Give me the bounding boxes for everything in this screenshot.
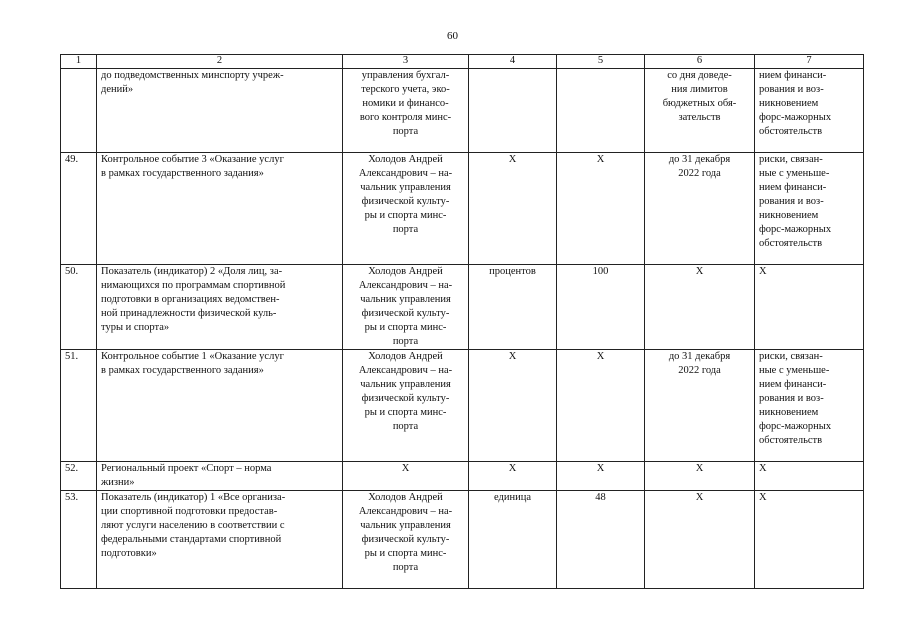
row-number-cell: 52. (61, 462, 97, 491)
header-cell-2: 2 (97, 55, 343, 69)
deadline-cell: X (645, 462, 755, 491)
risk-cell: X (755, 491, 864, 589)
risk-cell: риски, связан- ные с уменьше- нием финанси- рования и воз- никновением форс-мажорных обстоятельств (755, 350, 864, 462)
unit-cell: единица (469, 491, 557, 589)
page-number: 60 (447, 30, 458, 42)
risk-cell: нием финанси- рования и воз- никновением форс-мажорных обстоятельств (755, 69, 864, 153)
name-cell: Контрольное событие 1 «Оказание услуг в рамках государственного задания» (97, 350, 343, 462)
header-cell-7: 7 (755, 55, 864, 69)
header-cell-5: 5 (557, 55, 645, 69)
deadline-cell: со дня доведе- ния лимитов бюджетных обя- зательств (645, 69, 755, 153)
header-row (61, 55, 864, 69)
unit-cell: процентов (469, 265, 557, 350)
name-cell: Показатель (индикатор) 1 «Все организа- ции спортивной подготовки предостав- ляют услуги населению в соответствии с федеральными стандартами спортивной подготовки» (97, 491, 343, 589)
unit-cell (469, 69, 557, 153)
deadline-cell: до 31 декабря 2022 года (645, 350, 755, 462)
value-cell (557, 69, 645, 153)
row-number-cell: 50. (61, 265, 97, 350)
document-table (60, 54, 864, 589)
name-cell: Региональный проект «Спорт – норма жизни» (97, 462, 343, 491)
row-number-cell: 51. (61, 350, 97, 462)
unit-cell: X (469, 153, 557, 265)
table-row (61, 491, 864, 589)
value-cell: X (557, 462, 645, 491)
value-cell: 48 (557, 491, 645, 589)
table-row (61, 69, 864, 153)
responsible-cell: X (343, 462, 469, 491)
row-number-cell: 49. (61, 153, 97, 265)
name-cell: Контрольное событие 3 «Оказание услуг в рамках государственного задания» (97, 153, 343, 265)
table-row (61, 265, 864, 350)
value-cell: X (557, 153, 645, 265)
responsible-cell: управления бухгал- терского учета, эко- номики и финансо- вого контроля минс- порта (343, 69, 469, 153)
risk-cell: X (755, 462, 864, 491)
header-cell-1: 1 (61, 55, 97, 69)
value-cell: X (557, 350, 645, 462)
deadline-cell: X (645, 491, 755, 589)
responsible-cell: Холодов Андрей Александрович – на- чальник управления физической культу- ры и спорта минс- порта (343, 265, 469, 350)
name-cell: до подведомственных минспорту учреж- дений» (97, 69, 343, 153)
deadline-cell: до 31 декабря 2022 года (645, 153, 755, 265)
row-number-cell: 53. (61, 491, 97, 589)
risk-cell: X (755, 265, 864, 350)
header-cell-4: 4 (469, 55, 557, 69)
table-row (61, 350, 864, 462)
deadline-cell: X (645, 265, 755, 350)
responsible-cell: Холодов Андрей Александрович – на- чальник управления физической культу- ры и спорта минс- порта (343, 153, 469, 265)
name-cell: Показатель (индикатор) 2 «Доля лиц, за- нимающихся по программам спортивной подготовки в организациях ведомствен- ной принадлежности физической куль- туры и спорта» (97, 265, 343, 350)
unit-cell: X (469, 350, 557, 462)
header-cell-6: 6 (645, 55, 755, 69)
risk-cell: риски, связан- ные с уменьше- нием финанси- рования и воз- никновением форс-мажорных обстоятельств (755, 153, 864, 265)
row-number-cell (61, 69, 97, 153)
unit-cell: X (469, 462, 557, 491)
table-row (61, 462, 864, 491)
value-cell: 100 (557, 265, 645, 350)
responsible-cell: Холодов Андрей Александрович – на- чальник управления физической культу- ры и спорта минс- порта (343, 491, 469, 589)
responsible-cell: Холодов Андрей Александрович – на- чальник управления физической культу- ры и спорта минс- порта (343, 350, 469, 462)
header-cell-3: 3 (343, 55, 469, 69)
table-body (61, 55, 864, 589)
table-row (61, 153, 864, 265)
